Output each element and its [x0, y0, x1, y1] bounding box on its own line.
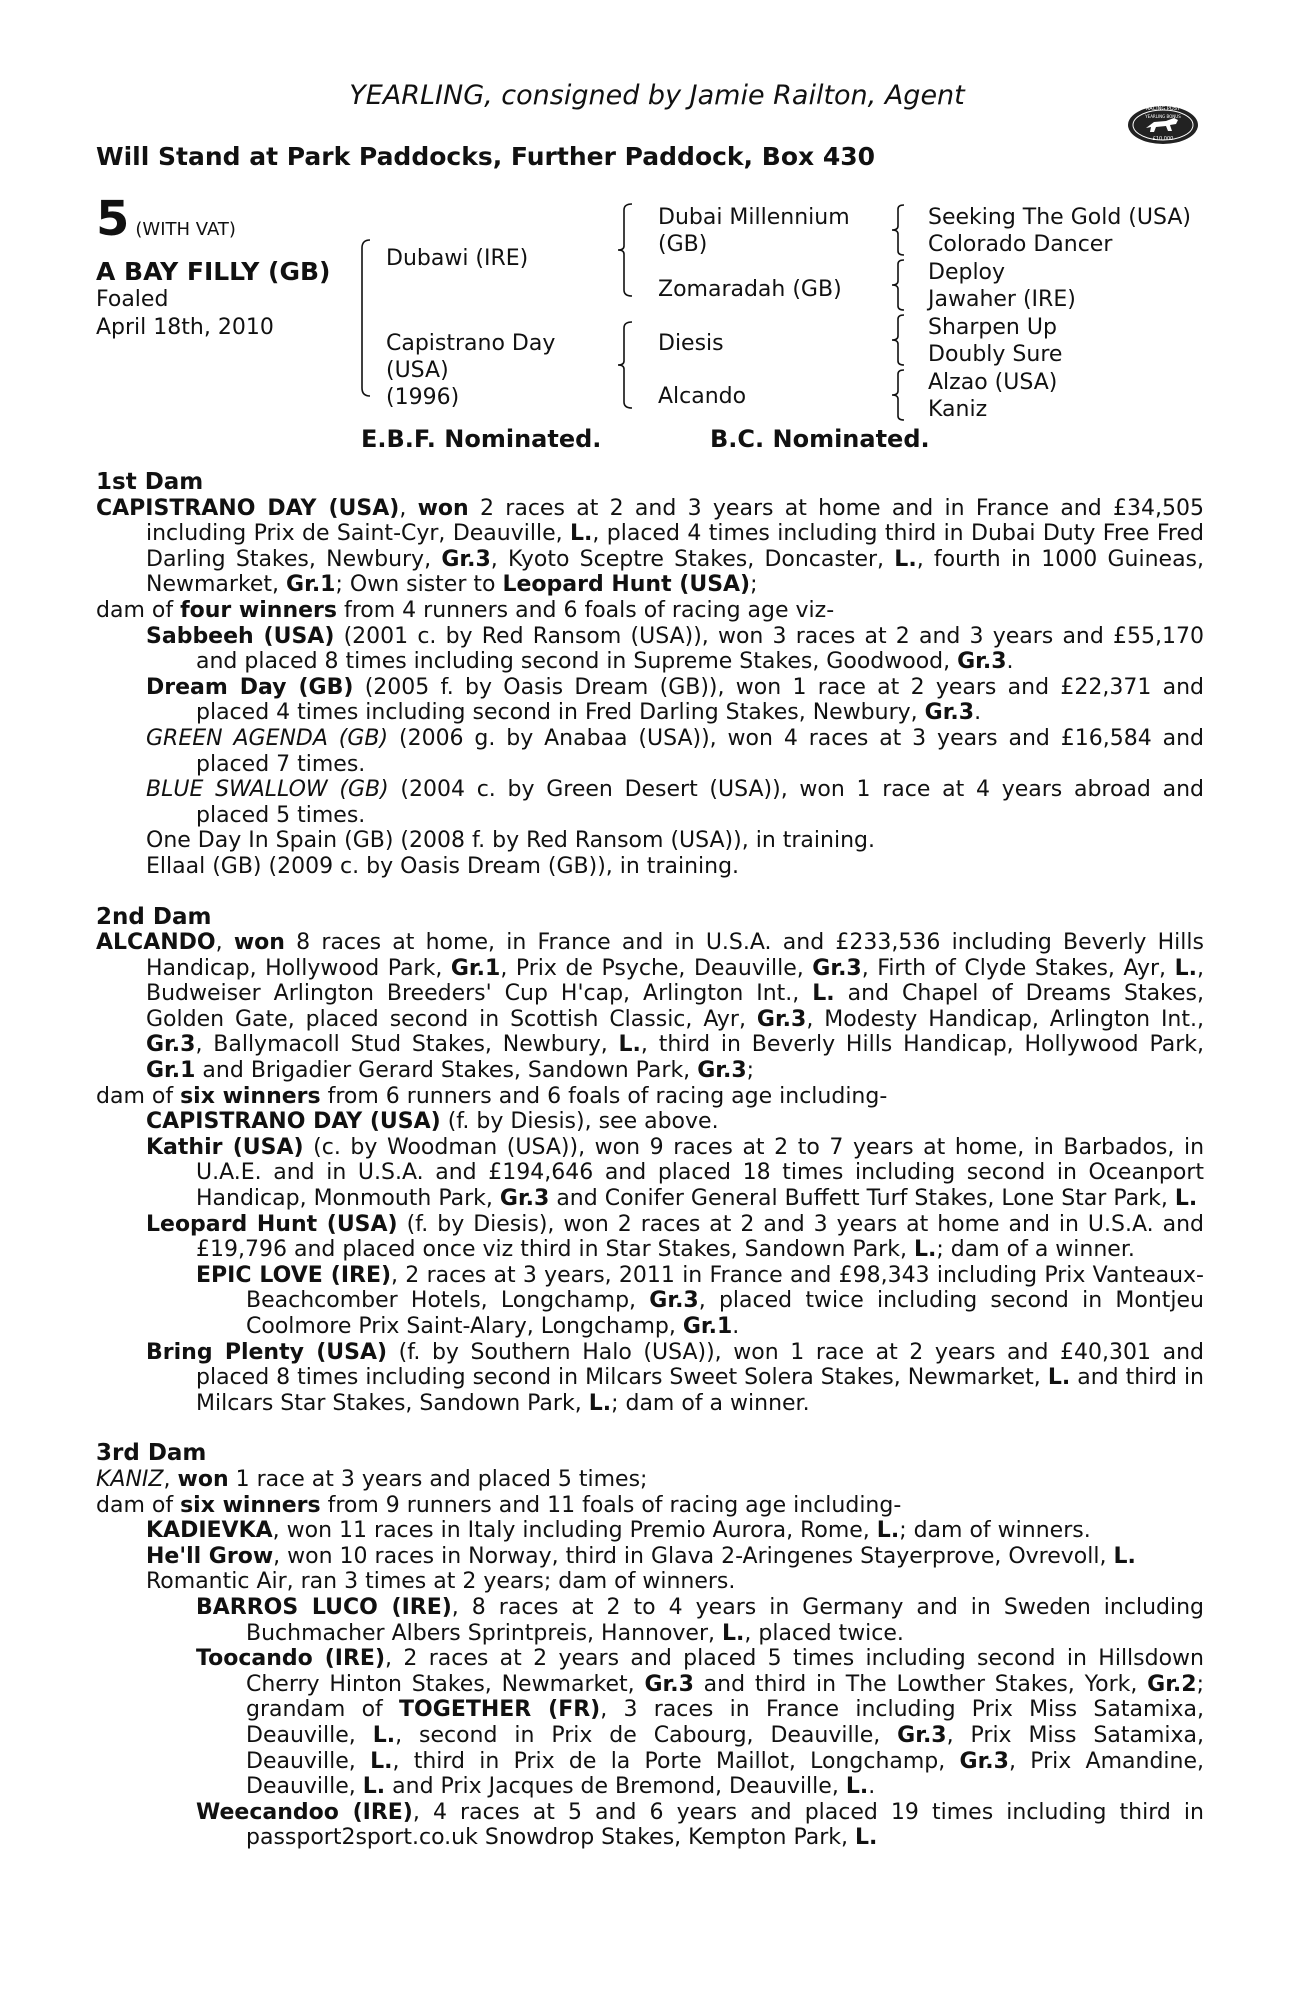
produce-item: He'll Grow, won 10 races in Norway, third in Glava 2-Aringenes Stayerprove, Ovrevoll, L.	[146, 1543, 1136, 1569]
pedigree-dam: Capistrano Day (USA) (1996)	[386, 331, 556, 410]
produce-item: One Day In Spain (GB) (2008 f. by Red Ransom (USA)), in training.	[146, 828, 875, 854]
first-dam-record: CAPISTRANO DAY (USA), won 2 races at 2 and 3 years at home and in France and £34,505 including Prix de Saint-Cyr, Deauville, L., placed 4 times including third in Dubai Duty Free Fred Darling Stakes, Newbury, Gr.3, Kyoto Sceptre Stakes, Doncaster, L., fourth in 1000 Guineas, Newmarket, Gr.1; Own sister to Leopard Hunt (USA);	[96, 495, 1205, 598]
produce-item: Kathir (USA) (c. by Woodman (USA)), won 9 races at 2 to 7 years at home, in Barbados, in U.A.E. and in U.S.A. and £194,646 and placed 18 times including second in Oceanport Handicap, Monmouth Park, Gr.3 and Conifer General Buffett Turf Stakes, Lone Star Park, L.	[146, 1134, 1205, 1212]
second-dam-heading: 2nd Dam	[96, 903, 212, 930]
badge-text-amount: £10,000	[1152, 136, 1174, 142]
gen3-7: Alzao (USA)	[928, 370, 1058, 395]
gen3-1: Seeking The Gold (USA)	[928, 205, 1191, 230]
grand-produce-item: EPIC LOVE (IRE), 2 races at 3 years, 2011 in France and £98,343 including Prix Vanteaux-Beachcomber Hotels, Longchamp, Gr.3, placed twice including second in Montjeu Coolmore Prix Saint-Alary, Longchamp, Gr.1.	[196, 1262, 1205, 1339]
gen3-3: Deploy	[928, 260, 1006, 285]
pedigree-dam-sire: Diesis	[658, 331, 724, 356]
second-dam-produce-summary: dam of six winners from 6 runners and 6 foals of racing age including-	[96, 1083, 888, 1109]
gen3-brace-1	[890, 203, 910, 257]
ebf-nominated: E.B.F. Nominated.	[361, 425, 602, 453]
produce-item: Bring Plenty (USA) (f. by Southern Halo (USA)), won 1 race at 2 years and £40,301 and placed 8 times including second in Milcars Sweet Solera Stakes, Newmarket, L. and third in Milcars Star Stakes, Sandown Park, L.; dam of a winner.	[146, 1339, 1204, 1416]
sire-line-brace	[616, 202, 638, 298]
gen3-4: Jawaher (IRE)	[928, 287, 1076, 312]
vat-note: (WITH VAT)	[135, 219, 236, 240]
grand-produce-item: Weecandoo (IRE), 4 races at 5 and 6 years and placed 19 times including third in passport2sport.co.uk Snowdrop Stakes, Kempton Park, L.	[196, 1799, 1204, 1851]
catalogue-header: YEARLING, consigned by Jamie Railton, Agent	[349, 80, 965, 111]
produce-item: Romantic Air, ran 3 times at 2 years; dam of winners.	[146, 1569, 736, 1595]
gen3-6: Doubly Sure	[928, 342, 1063, 367]
badge-text-top: RACING POST	[1146, 106, 1180, 112]
gen3-8: Kaniz	[928, 397, 988, 422]
produce-item: BLUE SWALLOW (GB) (2004 c. by Green Desert (USA)), won 1 race at 4 years abroad and placed 5 times.	[146, 777, 1204, 828]
pedigree-sire: Dubawi (IRE)	[386, 246, 529, 271]
gen3-brace-4	[890, 368, 910, 422]
lot-name: A BAY FILLY (GB)	[96, 257, 331, 286]
produce-item: GREEN AGENDA (GB) (2006 g. by Anabaa (USA)), won 4 races at 3 years and £16,584 and placed 7 times.	[146, 725, 1204, 777]
produce-item: Sabbeeh (USA) (2001 c. by Red Ransom (USA)), won 3 races at 2 and 3 years and £55,170 and placed 8 times including second in Supreme Stakes, Goodwood, Gr.3.	[146, 623, 1204, 675]
sire-dam-bracket	[356, 238, 376, 398]
third-dam-produce-summary: dam of six winners from 9 runners and 11 foals of racing age including-	[96, 1492, 902, 1518]
foaled-date: April 18th, 2010	[96, 315, 274, 340]
grand-produce-item: Toocando (IRE), 2 races at 2 years and placed 5 times including second in Hillsdown Cherry Hinton Stakes, Newmarket, Gr.3 and third in The Lowther Stakes, York, Gr.2; grandam of TOGETHER (FR), 3 races in France including Prix Miss Satamixa, Deauville, L., second in Prix de Cabourg, Deauville, Gr.3, Prix Miss Satamixa, Deauville, L., third in Prix de la Porte Maillot, Longchamp, Gr.3, Prix Amandine, Deauville, L. and Prix Jacques de Bremond, Deauville, L..	[196, 1646, 1205, 1800]
foaled-label: Foaled	[96, 287, 169, 312]
badge-text-mid: YEARLING BONUS	[1145, 114, 1181, 119]
stand-location: Will Stand at Park Paddocks, Further Paddock, Box 430	[96, 142, 876, 171]
grand-produce-item: BARROS LUCO (IRE), 8 races at 2 to 4 years in Germany and in Sweden including Buchmacher Albers Sprintpreis, Hannover, L., placed twice.	[196, 1594, 1204, 1646]
lot-number: 5	[96, 191, 130, 247]
produce-item: Leopard Hunt (USA) (f. by Diesis), won 2 races at 2 and 3 years at home and in U.S.A. and £19,796 and placed once viz third in Star Stakes, Sandown Park, L.; dam of a winner.	[146, 1211, 1204, 1263]
dam-line-brace	[616, 320, 638, 410]
bc-nominated: B.C. Nominated.	[710, 425, 930, 453]
pedigree-sire-sire: Dubai Millennium (GB)	[658, 205, 850, 257]
produce-item: KADIEVKA, won 11 races in Italy including Premio Aurora, Rome, L.; dam of winners.	[146, 1518, 1091, 1544]
gen3-2: Colorado Dancer	[928, 232, 1113, 257]
second-dam-record: ALCANDO, won 8 races at home, in France and in U.S.A. and £233,536 including Beverly Hills Handicap, Hollywood Park, Gr.1, Prix de Psyche, Deauville, Gr.3, Firth of Clyde Stakes, Ayr, L., Budweiser Arlington Breeders' Cup H'cap, Arlington Int., L. and Chapel of Dreams Stakes, Golden Gate, placed second in Scottish Classic, Ayr, Gr.3, Modesty Handicap, Arlington Int., Gr.3, Ballymacoll Stud Stakes, Newbury, L., third in Beverly Hills Handicap, Hollywood Park, Gr.1 and Brigadier Gerard Stakes, Sandown Park, Gr.3;	[96, 930, 1204, 1084]
yearling-bonus-logo	[1126, 98, 1200, 152]
pedigree-dam-dam: Alcando	[658, 384, 747, 409]
third-dam-heading: 3rd Dam	[96, 1440, 207, 1467]
gen3-5: Sharpen Up	[928, 315, 1057, 340]
gen3-brace-3	[890, 313, 910, 367]
produce-item: Dream Day (GB) (2005 f. by Oasis Dream (GB)), won 1 race at 2 years and £22,371 and placed 4 times including second in Fred Darling Stakes, Newbury, Gr.3.	[146, 674, 1205, 726]
lot-info	[96, 191, 331, 342]
catalogue-body	[96, 470, 1204, 1851]
produce-item: Ellaal (GB) (2009 c. by Oasis Dream (GB)), in training.	[146, 853, 740, 879]
pedigree-sire-dam: Zomaradah (GB)	[658, 277, 842, 302]
produce-item: CAPISTRANO DAY (USA) (f. by Diesis), see above.	[146, 1109, 719, 1135]
first-dam-produce-summary: dam of four winners from 4 runners and 6 foals of racing age viz-	[96, 597, 835, 623]
gen3-brace-2	[890, 258, 910, 312]
third-dam-record: KANIZ, won 1 race at 3 years and placed 5 times;	[96, 1466, 648, 1492]
first-dam-heading: 1st Dam	[96, 469, 204, 495]
